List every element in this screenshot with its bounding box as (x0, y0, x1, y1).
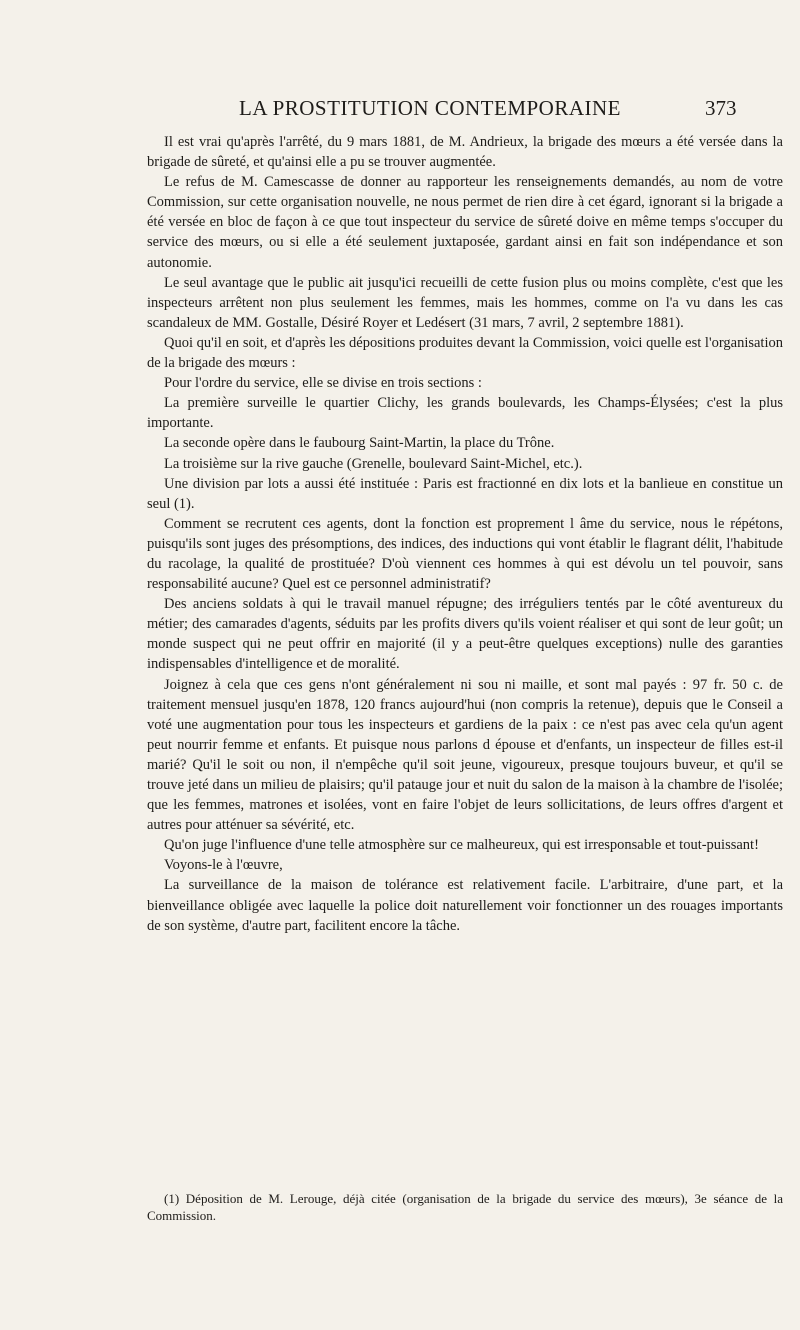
paragraph: La troisième sur la rive gauche (Grenelle, boulevard Saint-Michel, etc.). (164, 455, 583, 472)
paragraph: Le seul avantage que le public ait jusqu'ici recueilli de cette fusion plus ou moins complète, c'est que les inspecteurs arrêtent non plus seulement les femmes, mais les hommes, comme on l'a vu dans les cas scandaleux de MM. Gostalle, Désiré Royer et Ledésert (31 mars, 7 avril, 2 septembre 1881). (147, 274, 783, 331)
paragraph: Une division par lots a aussi été instituée : Paris est fractionné en dix lots et la banlieue en constitue un seul (1). (147, 475, 783, 512)
paragraph: Pour l'ordre du service, elle se divise en trois sections : (164, 375, 482, 392)
body-text (147, 132, 783, 936)
paragraph: Voyons-le à l'œuvre, (164, 857, 283, 874)
footnote-text: (1) Déposition de M. Lerouge, déjà citée (organisation de la brigade du service des mœurs), 3e séance de la Commission. (147, 1191, 783, 1223)
paragraph: Joignez à cela que ces gens n'ont généralement ni sou ni maille, et sont mal payés : 97 fr. 50 c. de traitement mensuel jusqu'en 1878, 120 francs aujourd'hui (non compris la retenue), depuis que le Conseil a voté une augmentation pour tous les inspecteurs et gardiens de la paix : ce n'est pas avec cela qu'un agent peut nourrir femme et enfants. Et puisque nous parlons d épouse et d'enfants, un inspecteur de filles est-il marié? Qu'il le soit ou non, il n'empêche qu'il soit jeune, vigoureux, presque toujours buveur, et qu'il se trouve jeté dans un milieu de plaisirs; qu'il patauge jour et nuit du salon de la maison à la chambre de l'isolée; que les femmes, matrones et isolées, vont en faire l'objet de leurs sollicitations, de leurs offres d'argent et autres pour atténuer sa sévérité, etc. (147, 676, 783, 834)
paragraph: Des anciens soldats à qui le travail manuel répugne; des irréguliers tentés par le côté aventureux du métier; des camarades d'agents, séduits par les profits divers qu'ils voient réaliser et qui sont de leur goût; un monde suspect qui ne peut offrir en majorité (il y a peut-être quelques exceptions) nulle des garanties indispensables d'intelligence et de moralité. (147, 596, 783, 673)
page-number: 373 (705, 96, 737, 120)
paragraph: Comment se recrutent ces agents, dont la fonction est proprement l âme du service, nous le répétons, puisqu'ils sont juges des présomptions, des indices, des inductions qui vont établir le flagrant délit, l'habitude du racolage, la qualité de prostituée? D'où viennent ces hommes à qui est dévolu un tel pouvoir, sans responsabilité aucune? Quel est ce personnel administratif? (147, 515, 783, 593)
paragraph: La seconde opère dans le faubourg Saint-Martin, la place du Trône. (164, 435, 555, 452)
running-title: LA PROSTITUTION CONTEMPORAINE (239, 96, 621, 120)
paragraph: Le refus de M. Camescasse de donner au rapporteur les renseignements demandés, au nom de votre Commission, sur cette organisation nouvelle, ne nous permet de rien dire à cet égard, ignorant si la brigade a été versée en bloc de façon à ce que tout inspecteur du service de sûreté doive en même temps s'occuper du service des mœurs, ou si elle a été seulement juxtaposée, gardant ainsi en fait son indépendance et son autonomie. (147, 174, 783, 271)
paragraph: La première surveille le quartier Clichy, les grands boulevards, les Champs-Élysées; c'est la plus importante. (147, 395, 783, 432)
paragraph: Il est vrai qu'après l'arrêté, du 9 mars 1881, de M. Andrieux, la brigade des mœurs a été versée dans la brigade de sûreté, et qu'ainsi elle a pu se trouver augmentée. (147, 134, 783, 171)
paragraph: Quoi qu'il en soit, et d'après les dépositions produites devant la Commission, voici quelle est l'organisation de la brigade des mœurs : (147, 334, 783, 372)
footnote (147, 1190, 783, 1224)
paragraph: Qu'on juge l'influence d'une telle atmosphère sur ce malheureux, qui est irresponsable et tout-puissant! (164, 837, 759, 854)
paragraph: La surveillance de la maison de tolérance est relativement facile. L'arbitraire, d'une part, et la bienveillance obligée avec laquelle la police doit naturellement voir fonctionner un des rouages importants de son système, d'autre part, facilitent encore la tâche. (147, 877, 783, 934)
running-header (0, 92, 800, 124)
